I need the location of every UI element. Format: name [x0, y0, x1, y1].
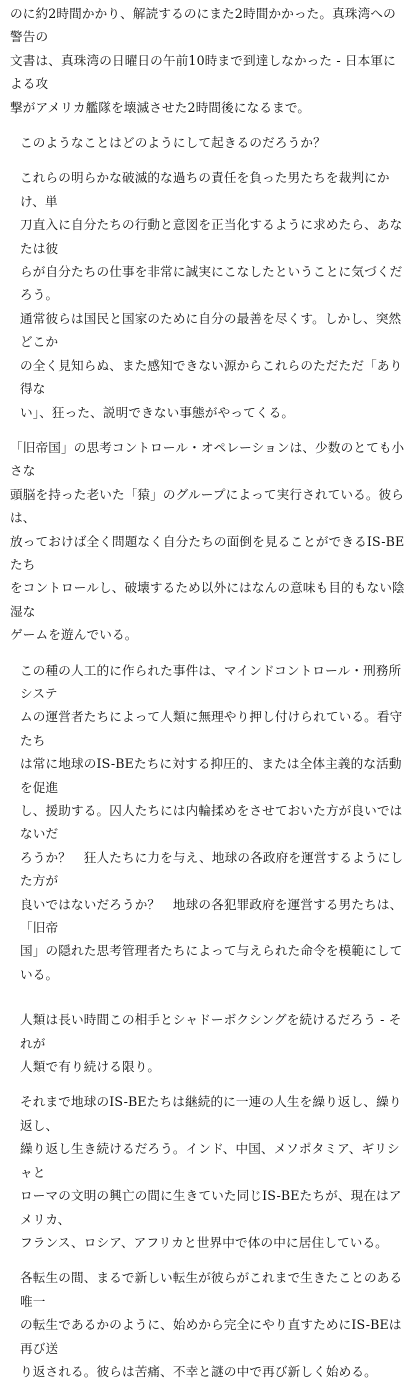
paragraph-reincarnation: 各転生の間、まるで新しい転生が彼らがこれまで生きたことのある唯一 の転生であるかのように、始めから完全にやり直すためにIS-BEは再び送 り返される。彼らは苦痛、不幸と謎の中で再び新しく始める。: [20, 1270, 403, 1379]
paragraph-artificial-incidents: この種の人工的に作られた事件は、マインドコントロール・刑務所システ ムの運営者たちによって人類に無理やり押し付けられている。看守たち は常に地球のIS-BEたちに対する抑圧的、または全体主義的な活動を促進 し、援助する。囚人たちには内輪揉めをさせておいた方が良いではないだ ろうか？ 狂人たちに力を与え、地球の各政府を運営するようにした方が 良いではないだろうか？ 地球の各犯罪政府を運営する男たちは、「旧帝 国」の隠れた思考管理者たちによって与えられた命令を模範にしている。: [20, 662, 404, 982]
paragraph-repeated-lives: それまで地球のIS-BEたちは継続的に一連の人生を繰り返し、繰り返し、 繰り返し生き続けるだろう。インド、中国、メソポタミア、ギリシャと ローマの文明の興亡の間に生きていた同じIS-BEたちが、現在はアメリカ、 フランス、ロシア、アフリカと世界中で体の中に居住している。: [20, 1094, 402, 1250]
paragraph-pearl-harbor-warning: のに約2時間かかり、解読するのにまた2時間かかった。真珠湾への警告の 文書は、真珠湾の日曜日の午前10時まで到達しなかった - 日本軍による攻 撃がアメリカ艦隊を壊滅させた2時間後になるまで。: [10, 6, 396, 115]
paragraph-responsible-men: これらの明らかな破滅的な過ちの責任を負った男たちを裁判にかけ、単 刀直入に自分たちの行動と意図を正当化するように求めたら、あなたは彼 らが自分たちの仕事を非常に誠実にこなしたということに気づくだろう。 通常彼らは国民と国家のために自分の最善を尽くす。しかし、突然どこか の全く見知らぬ、また感知できない源からこれらのただただ「あり得な い」、狂った、説明できない事態がやってくる。: [20, 170, 403, 420]
section-spacer: [10, 998, 405, 1008]
paragraph-old-empire-thought-control: 「旧帝国」の思考コントロール・オペレーションは、少数のとても小さな 頭脳を持った老いた「猿」のグループによって実行されている。彼らは、 放っておけば全く問題なく自分たちの面倒を見ることができるIS-BEたち をコントロールし、破壊するため以外にはなんの意味も目的もない陰湿な ゲームを遊んでいる。: [10, 439, 405, 643]
paragraph-shadow-boxing: 人類は長い時間この相手とシャドーボクシングを続けるだろう - それが 人類で有り続ける限り。: [20, 1012, 402, 1075]
paragraph-how-does-this-happen: このようなことはどのようにして起きるのだろうか？: [20, 135, 326, 151]
